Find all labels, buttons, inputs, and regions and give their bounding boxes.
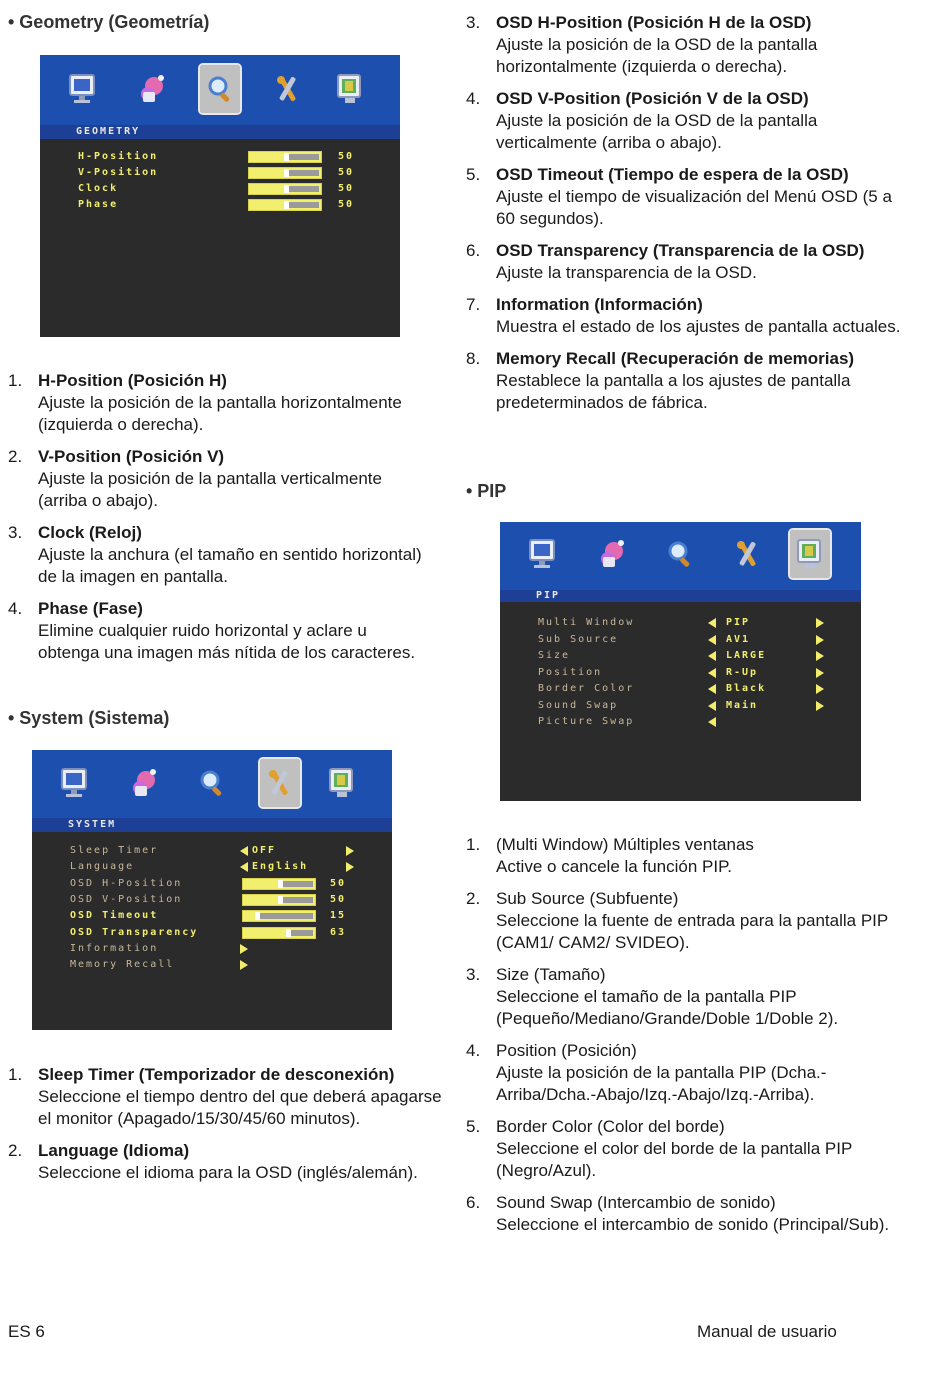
- slider-fill: [283, 881, 313, 887]
- list-item: [466, 348, 906, 414]
- item-title: OSD Transparency (Transparencia de la OSD): [496, 241, 865, 260]
- osd-row-label: OSD Timeout: [70, 910, 159, 922]
- osd-row-value: 50: [338, 151, 355, 162]
- list-item: [466, 964, 906, 1030]
- item-title: Language (Idioma): [38, 1141, 190, 1160]
- osd-row-label: H-Position: [78, 151, 159, 162]
- item-description: Restablece la pantalla a los ajustes de pantalla predeterminados de fábrica.: [496, 371, 851, 412]
- slider-knob[interactable]: [284, 201, 289, 209]
- tools-icon[interactable]: [260, 759, 300, 807]
- osd-row-value: PIP: [726, 617, 751, 628]
- right-arrow-icon[interactable]: [816, 701, 824, 711]
- slider-fill: [260, 913, 313, 919]
- right-arrow-icon[interactable]: [816, 684, 824, 694]
- item-description: Ajuste la transparencia de la OSD.: [496, 263, 757, 282]
- monitor-icon[interactable]: [62, 65, 102, 113]
- item-number: 7.: [466, 295, 481, 314]
- item-title: Sound Swap (Intercambio de sonido): [496, 1193, 776, 1212]
- item-description: Active o cancele la función PIP.: [496, 857, 732, 876]
- left-arrow-icon[interactable]: [708, 701, 716, 711]
- left-arrow-icon[interactable]: [240, 846, 248, 856]
- list-item: [8, 1140, 448, 1184]
- tools-icon[interactable]: [728, 530, 768, 578]
- osd-slider[interactable]: [242, 878, 316, 890]
- osd-row-label: Size: [538, 650, 571, 661]
- color-icon[interactable]: [124, 759, 164, 807]
- slider-fill: [289, 154, 319, 160]
- list-item: [8, 446, 428, 512]
- osd-row-label: Position: [538, 666, 603, 678]
- item-title: Information (Información): [496, 295, 703, 314]
- osd-row-label: V-Position: [78, 167, 159, 178]
- list-item: [466, 240, 906, 284]
- osd-row-value: 50: [338, 183, 355, 194]
- list-item: [8, 1064, 448, 1130]
- magnifier-icon[interactable]: [660, 530, 700, 578]
- osd-row-value: 50: [338, 167, 355, 178]
- list-item: [8, 522, 428, 588]
- osd-title: GEOMETRY: [40, 125, 400, 139]
- item-title: Size (Tamaño): [496, 965, 606, 984]
- slider-fill: [291, 930, 313, 936]
- osd-row-value: English: [252, 861, 309, 873]
- monitor-icon[interactable]: [54, 759, 94, 807]
- osd-row-label: OSD Transparency: [70, 926, 199, 938]
- slider-knob[interactable]: [286, 929, 291, 937]
- item-description: Ajuste la posición de la OSD de la pantalla verticalmente (arriba o abajo).: [496, 111, 818, 152]
- item-number: 2.: [8, 1141, 23, 1160]
- info-monitor-icon[interactable]: [322, 759, 362, 807]
- item-number: 5.: [466, 165, 481, 184]
- osd-row-label: Information: [70, 942, 159, 954]
- osd-slider[interactable]: [242, 910, 316, 922]
- item-number: 6.: [466, 1193, 481, 1212]
- item-description: Seleccione la fuente de entrada para la pantalla PIP (CAM1/ CAM2/ SVIDEO).: [496, 911, 888, 952]
- list-item: [8, 598, 428, 664]
- item-number: 3.: [466, 13, 481, 32]
- osd-row-value: 63: [330, 926, 347, 938]
- item-description: Muestra el estado de los ajustes de pantalla actuales.: [496, 317, 901, 336]
- osd-title: SYSTEM: [32, 818, 392, 832]
- osd-row-label: Border Color: [538, 683, 635, 694]
- osd-row-label: Sound Swap: [538, 699, 619, 711]
- monitor-icon[interactable]: [522, 530, 562, 578]
- item-title: H-Position (Posición H): [38, 371, 227, 390]
- list-item: [466, 1116, 906, 1182]
- magnifier-icon[interactable]: [200, 65, 240, 113]
- geometry-list: [8, 370, 428, 674]
- manual-title: Manual de usuario: [697, 1322, 837, 1341]
- left-arrow-icon[interactable]: [708, 651, 716, 661]
- list-item: [466, 88, 906, 154]
- osd-row-value: Black: [726, 683, 767, 694]
- slider-knob[interactable]: [284, 153, 289, 161]
- osd-row-value: R-Up: [726, 666, 759, 678]
- osd-row-value: AV1: [726, 633, 751, 645]
- osd-row-label: Sub Source: [538, 633, 619, 645]
- left-arrow-icon[interactable]: [708, 717, 716, 727]
- osd-row-label: Clock: [78, 183, 119, 194]
- info-monitor-icon[interactable]: [790, 530, 830, 578]
- osd-row-label: Picture Swap: [538, 716, 635, 727]
- item-description: Seleccione el tamaño de la pantalla PIP (Pequeño/Mediano/Grande/Doble 1/Doble 2).: [496, 987, 839, 1028]
- left-arrow-icon[interactable]: [708, 684, 716, 694]
- item-description: Ajuste la posición de la pantalla horizontalmente (izquierda o derecha).: [38, 393, 402, 434]
- osd-slider[interactable]: [242, 927, 316, 939]
- system-continued-list: [466, 12, 906, 424]
- pip-list: [466, 834, 906, 1246]
- item-title: Sub Source (Subfuente): [496, 889, 679, 908]
- slider-fill: [289, 202, 319, 208]
- left-arrow-icon[interactable]: [708, 668, 716, 678]
- item-number: 5.: [466, 1117, 481, 1136]
- item-number: 1.: [8, 371, 23, 390]
- osd-row-value: LARGE: [726, 650, 767, 661]
- item-description: Ajuste la posición de la pantalla PIP (Dcha.-Arriba/Dcha.-Abajo/Izq.-Abajo/Izq.-Arriba).: [496, 1063, 827, 1104]
- osd-row-value: 50: [330, 877, 347, 889]
- item-number: 4.: [466, 89, 481, 108]
- tools-icon[interactable]: [268, 65, 308, 113]
- osd-row-value: 50: [338, 199, 355, 210]
- osd-row-value: Main: [726, 699, 759, 711]
- right-arrow-icon[interactable]: [816, 635, 824, 645]
- slider-fill: [283, 897, 313, 903]
- item-title: OSD H-Position (Posición H de la OSD): [496, 13, 812, 32]
- slider-fill: [289, 170, 319, 176]
- right-arrow-icon[interactable]: [240, 944, 248, 954]
- osd-row-value: OFF: [252, 845, 277, 856]
- osd-row-label: Memory Recall: [70, 959, 175, 971]
- list-item: [8, 370, 428, 436]
- item-title: Border Color (Color del borde): [496, 1117, 725, 1136]
- osd-slider[interactable]: [242, 894, 316, 906]
- list-item: [466, 1192, 906, 1236]
- slider-knob[interactable]: [284, 169, 289, 177]
- slider-knob[interactable]: [255, 912, 260, 920]
- color-icon[interactable]: [132, 65, 172, 113]
- right-arrow-icon[interactable]: [816, 668, 824, 678]
- item-number: 4.: [466, 1041, 481, 1060]
- osd-slider[interactable]: [248, 183, 322, 195]
- slider-knob[interactable]: [278, 880, 283, 888]
- system-heading: • System (Sistema): [8, 708, 170, 728]
- item-number: 1.: [466, 835, 481, 854]
- info-monitor-icon[interactable]: [330, 65, 370, 113]
- geometry-osd-screenshot: [40, 55, 400, 337]
- item-number: 3.: [8, 523, 23, 542]
- osd-row-label: OSD V-Position: [70, 893, 183, 905]
- osd-row-label: OSD H-Position: [70, 877, 183, 889]
- color-icon[interactable]: [592, 530, 632, 578]
- item-description: Ajuste la posición de la pantalla verticalmente (arriba o abajo).: [38, 469, 382, 510]
- system-list: [8, 1064, 448, 1194]
- item-number: 2.: [8, 447, 23, 466]
- left-arrow-icon[interactable]: [240, 862, 248, 872]
- right-arrow-icon[interactable]: [816, 618, 824, 628]
- list-item: [466, 294, 906, 338]
- osd-slider[interactable]: [248, 199, 322, 211]
- list-item: [466, 834, 906, 878]
- item-title: OSD Timeout (Tiempo de espera de la OSD): [496, 165, 849, 184]
- item-title: Memory Recall (Recuperación de memorias): [496, 349, 855, 368]
- pip-osd-screenshot: [500, 522, 861, 801]
- system-osd-screenshot: [32, 750, 392, 1030]
- item-description: Elimine cualquier ruido horizontal y aclare u obtenga una imagen más nítida de los caracteres.: [38, 621, 416, 662]
- osd-row-label: Sleep Timer: [70, 845, 159, 856]
- list-item: [466, 888, 906, 954]
- slider-fill: [289, 186, 319, 192]
- item-number: 8.: [466, 349, 481, 368]
- page-number: ES 6: [8, 1322, 45, 1341]
- osd-row-label: Multi Window: [538, 617, 635, 628]
- item-number: 1.: [8, 1065, 23, 1084]
- item-description: Seleccione el tiempo dentro del que deberá apagarse el monitor (Apagado/15/30/45/60 minutos).: [38, 1087, 442, 1128]
- right-arrow-icon[interactable]: [346, 862, 354, 872]
- item-description: Ajuste la posición de la OSD de la pantalla horizontalmente (izquierda o derecha).: [496, 35, 818, 76]
- item-title: Clock (Reloj): [38, 523, 142, 542]
- item-number: 4.: [8, 599, 23, 618]
- left-arrow-icon[interactable]: [708, 618, 716, 628]
- list-item: [466, 1040, 906, 1106]
- item-description: Ajuste el tiempo de visualización del Menú OSD (5 a 60 segundos).: [496, 187, 892, 228]
- slider-knob[interactable]: [284, 185, 289, 193]
- osd-row-label: Phase: [78, 199, 119, 210]
- osd-title: PIP: [500, 590, 861, 602]
- item-description: Ajuste la anchura (el tamaño en sentido horizontal) de la imagen en pantalla.: [38, 545, 422, 586]
- osd-row-label: Language: [70, 861, 135, 873]
- osd-slider[interactable]: [248, 167, 322, 179]
- item-description: Seleccione el intercambio de sonido (Principal/Sub).: [496, 1215, 890, 1234]
- right-arrow-icon[interactable]: [816, 651, 824, 661]
- item-number: 3.: [466, 965, 481, 984]
- item-title: (Multi Window) Múltiples ventanas: [496, 835, 754, 854]
- item-description: Seleccione el color del borde de la pantalla PIP (Negro/Azul).: [496, 1139, 852, 1180]
- item-title: Phase (Fase): [38, 599, 143, 618]
- pip-heading: • PIP: [466, 481, 507, 501]
- item-title: Position (Posición): [496, 1041, 637, 1060]
- geometry-heading: • Geometry (Geometría): [8, 12, 210, 32]
- list-item: [466, 12, 906, 78]
- item-title: OSD V-Position (Posición V de la OSD): [496, 89, 809, 108]
- left-arrow-icon[interactable]: [708, 635, 716, 645]
- osd-slider[interactable]: [248, 151, 322, 163]
- right-arrow-icon[interactable]: [346, 846, 354, 856]
- osd-row-value: 50: [330, 893, 347, 905]
- item-title: Sleep Timer (Temporizador de desconexión): [38, 1065, 395, 1084]
- item-description: Seleccione el idioma para la OSD (inglés/alemán).: [38, 1163, 418, 1182]
- list-item: [466, 164, 906, 230]
- osd-row-value: 15: [330, 910, 347, 922]
- item-title: V-Position (Posición V): [38, 447, 225, 466]
- item-number: 2.: [466, 889, 481, 908]
- slider-knob[interactable]: [278, 896, 283, 904]
- right-arrow-icon[interactable]: [240, 960, 248, 970]
- magnifier-icon[interactable]: [192, 759, 232, 807]
- item-number: 6.: [466, 241, 481, 260]
